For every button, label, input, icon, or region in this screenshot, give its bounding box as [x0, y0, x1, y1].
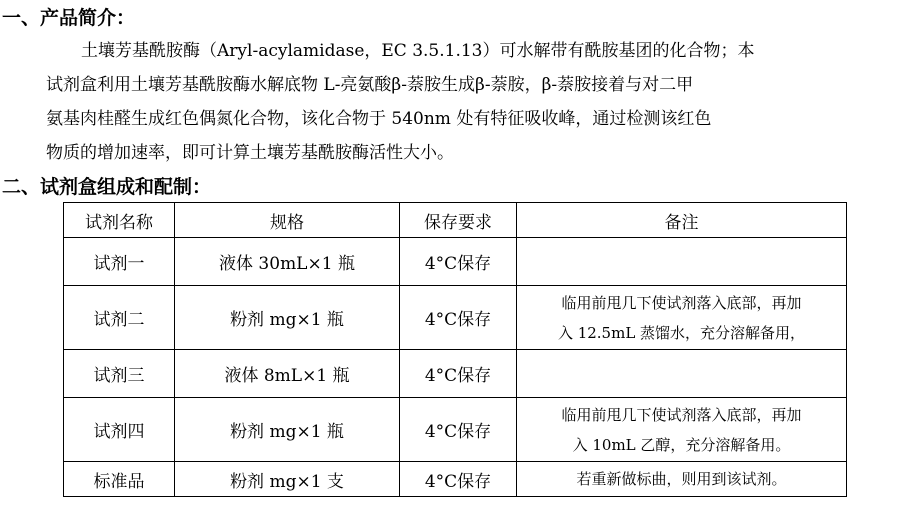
note-line: 入 12.5mL 蒸馏水，充分溶解备用，	[557, 323, 806, 342]
note-line: 若重新做标曲，则用到该试剂。	[576, 470, 787, 488]
cell-spec: 液体 30mL×1 瓶	[175, 238, 400, 286]
cell-storage: 4°C保存	[400, 350, 517, 398]
header-reagent-name: 试剂名称	[64, 203, 175, 238]
cell-reagent-name: 试剂一	[64, 238, 175, 286]
header-storage: 保存要求	[400, 203, 517, 238]
cell-reagent-name: 试剂二	[64, 286, 175, 350]
table-row	[64, 238, 847, 286]
table-header-row	[64, 203, 847, 238]
cell-storage: 4°C保存	[400, 462, 517, 497]
table-row	[64, 286, 847, 350]
cell-note	[517, 398, 847, 462]
paragraph-line: 氨基肉桂醛生成红色偶氮化合物，该化合物于 540nm 处有特征吸收峰，通过检测该红色	[46, 109, 712, 129]
note-line: 临用前甩几下使试剂落入底部，再加	[561, 293, 802, 312]
paragraph-line: 土壤芳基酰胺酶（Aryl-acylamidase，EC 3.5.1.13）可水解带有酰胺基团的化合物；本	[81, 41, 755, 61]
cell-note	[517, 286, 847, 350]
cell-spec: 粉剂 mg×1 支	[175, 462, 400, 497]
header-spec: 规格	[175, 203, 400, 238]
cell-reagent-name: 试剂三	[64, 350, 175, 398]
cell-spec: 液体 8mL×1 瓶	[175, 350, 400, 398]
table-row	[64, 350, 847, 398]
cell-spec: 粉剂 mg×1 瓶	[175, 398, 400, 462]
cell-note	[517, 238, 847, 286]
section-heading-product-intro: 一、产品简介：	[2, 7, 136, 29]
table-row	[64, 462, 847, 497]
cell-note	[517, 462, 847, 497]
header-note: 备注	[517, 203, 847, 238]
cell-storage: 4°C保存	[400, 238, 517, 286]
cell-reagent-name: 试剂四	[64, 398, 175, 462]
product-intro-paragraph	[47, 34, 903, 170]
cell-storage: 4°C保存	[400, 286, 517, 350]
paragraph-line: 物质的增加速率，即可计算土壤芳基酰胺酶活性大小。	[46, 143, 454, 163]
note-line: 临用前甩几下使试剂落入底部，再加	[561, 405, 802, 424]
section-heading-kit-composition: 二、试剂盒组成和配制：	[2, 176, 212, 198]
cell-reagent-name: 标准品	[64, 462, 175, 497]
paragraph-line: 试剂盒利用土壤芳基酰胺酶水解底物 L-亮氨酸β-萘胺生成β-萘胺，β-萘胺接着与对二甲	[46, 75, 694, 95]
note-line: 入 10mL 乙醇，充分溶解备用。	[572, 435, 791, 454]
cell-note	[517, 350, 847, 398]
table-row	[64, 398, 847, 462]
kit-composition-table	[63, 202, 847, 497]
cell-storage: 4°C保存	[400, 398, 517, 462]
cell-spec: 粉剂 mg×1 瓶	[175, 286, 400, 350]
